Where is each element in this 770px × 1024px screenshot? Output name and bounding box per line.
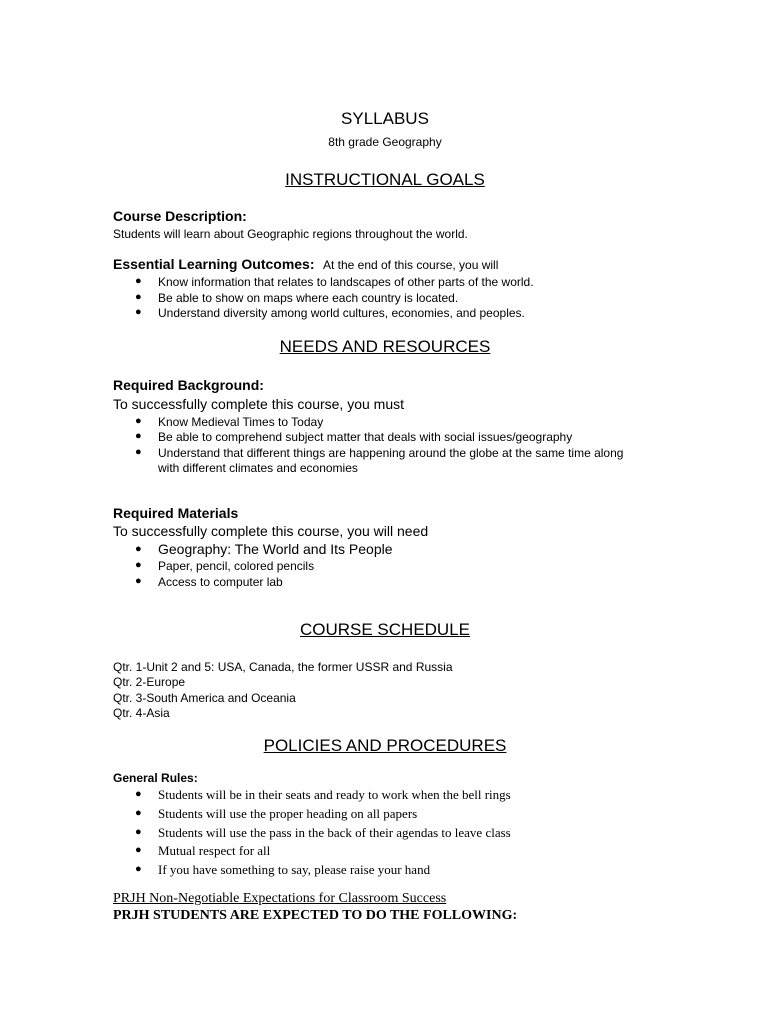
expectations-title: PRJH Non-Negotiable Expectations for Classroom Success	[113, 891, 447, 906]
materials-item-text: Access to computer lab	[158, 575, 283, 589]
bullet-icon: ●	[135, 559, 142, 571]
document-subtitle: 8th grade Geography	[328, 135, 442, 149]
bullet-icon: ●	[135, 807, 142, 819]
bullet-icon: ●	[135, 826, 142, 838]
background-item-text: Know Medieval Times to Today	[158, 415, 324, 429]
bullet-icon: ●	[135, 291, 142, 303]
expectations-subtitle: PRJH STUDENTS ARE EXPECTED TO DO THE FOLLOWING:	[113, 908, 518, 923]
bullet-icon: ●	[135, 446, 142, 458]
section-heading-course-schedule: COURSE SCHEDULE	[299, 620, 471, 639]
required-background-label: Required Background:	[113, 377, 264, 393]
section-heading-policies-and-procedures: POLICIES AND PROCEDURES	[263, 736, 507, 755]
outcome-text: Know information that relates to landscapes of other parts of the world.	[158, 275, 534, 289]
bullet-icon: ●	[135, 306, 142, 318]
outcomes-label: Essential Learning Outcomes:	[113, 256, 315, 272]
rule-text: If you have something to say, please raise your hand	[158, 862, 431, 877]
bullet-icon: ●	[135, 430, 142, 442]
course-description-label: Course Description:	[113, 208, 247, 224]
document-title: SYLLABUS	[341, 109, 429, 128]
bullet-icon: ●	[135, 415, 142, 427]
rule-text: Students will be in their seats and ready to work when the bell rings	[158, 787, 511, 802]
rule-text: Mutual respect for all	[158, 843, 271, 858]
materials-item-text: Paper, pencil, colored pencils	[158, 559, 315, 573]
required-materials-label: Required Materials	[113, 505, 239, 521]
required-materials-intro: To successfully complete this course, you will need	[113, 523, 429, 539]
background-item-text: Be able to comprehend subject matter that deals with social issues/geography	[158, 430, 573, 444]
bullet-icon: ●	[135, 543, 142, 555]
bullet-icon: ●	[135, 275, 142, 287]
outcome-text: Understand diversity among world cultures, economies, and peoples.	[158, 306, 525, 320]
course-description-text: Students will learn about Geographic regions throughout the world.	[113, 227, 468, 241]
required-background-intro: To successfully complete this course, you must	[113, 396, 405, 412]
outcomes-line	[113, 256, 498, 273]
schedule-item: Qtr. 1-Unit 2 and 5: USA, Canada, the former USSR and Russia	[113, 660, 453, 674]
background-item-text-continued: with different climates and economies	[158, 461, 358, 475]
schedule-item: Qtr. 4-Asia	[113, 706, 170, 720]
background-item-text: Understand that different things are happening around the globe at the same time along	[158, 446, 624, 460]
materials-item-text: Geography: The World and Its People	[158, 541, 393, 557]
bullet-icon: ●	[135, 575, 142, 587]
schedule-item: Qtr. 2-Europe	[113, 675, 186, 689]
schedule-item: Qtr. 3-South America and Oceania	[113, 691, 296, 705]
outcomes-intro: At the end of this course, you will	[322, 258, 499, 272]
section-heading-instructional-goals: INSTRUCTIONAL GOALS	[285, 170, 485, 189]
section-heading-needs-and-resources: NEEDS AND RESOURCES	[279, 337, 491, 356]
bullet-icon: ●	[135, 844, 142, 856]
bullet-icon: ●	[135, 863, 142, 875]
general-rules-label: General Rules:	[113, 771, 198, 785]
bullet-icon: ●	[135, 788, 142, 800]
rule-text: Students will use the proper heading on all papers	[158, 806, 418, 821]
rule-text: Students will use the pass in the back of their agendas to leave class	[158, 825, 511, 840]
outcome-text: Be able to show on maps where each country is located.	[158, 291, 459, 305]
